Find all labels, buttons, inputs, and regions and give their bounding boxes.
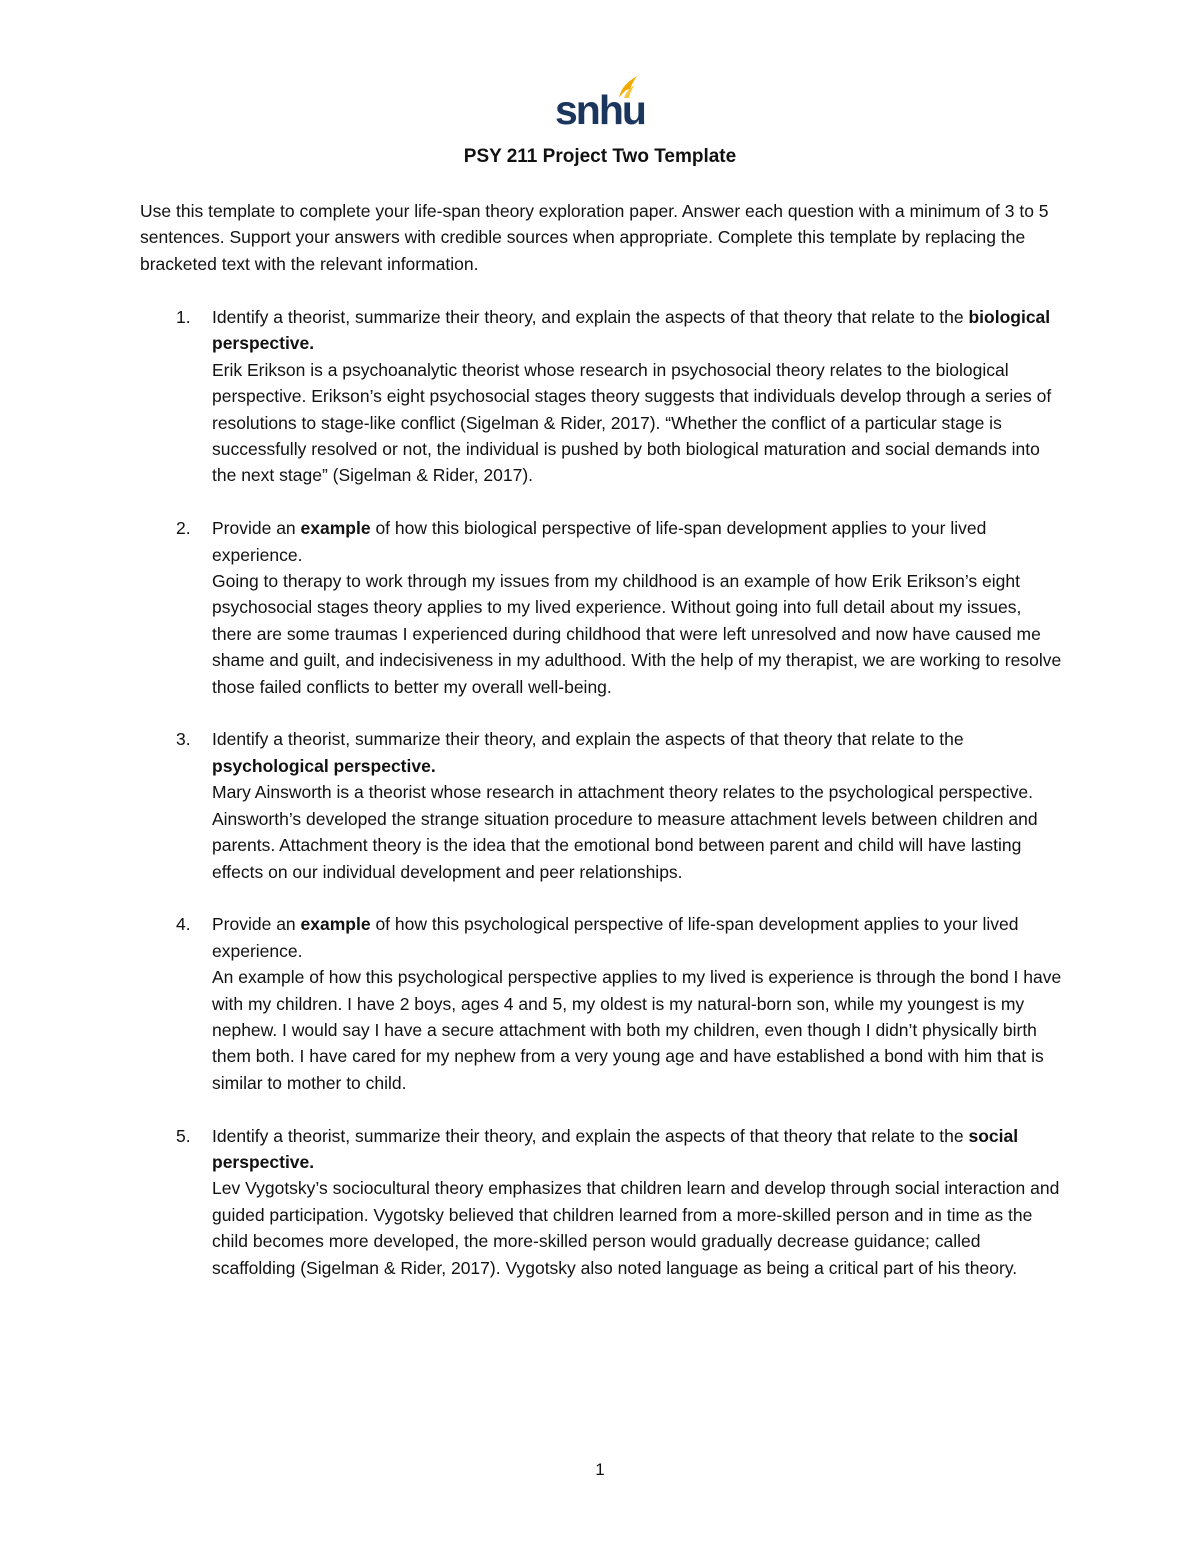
question-list bbox=[140, 304, 1065, 1307]
question-number: 1. bbox=[176, 307, 191, 327]
question-item bbox=[140, 304, 1065, 489]
intro-paragraph: Use this template to complete your life-span theory exploration paper. Answer each question with a minimum of 3 to 5 sentences. Support your answers with credible sources when appropriate. Complete this template by replacing the bracketed text with the relevant information. bbox=[140, 201, 1049, 274]
question-number: 3. bbox=[176, 729, 191, 750]
question-prompt bbox=[212, 515, 1065, 568]
prompt-text-end: of how this biological perspective of life-span development applies to your lived experience. bbox=[212, 518, 987, 565]
prompt-emphasis: psychological perspective bbox=[212, 755, 431, 776]
prompt-text: Identify a theorist, summarize their theory, and explain the aspects of that theory that relate to the bbox=[212, 729, 964, 750]
question-prompt bbox=[212, 304, 1065, 357]
question-prompt bbox=[212, 911, 1065, 964]
prompt-text-end: . bbox=[430, 755, 436, 776]
question-item bbox=[140, 911, 1065, 1096]
prompt-text: Provide an bbox=[212, 914, 301, 935]
question-answer: Going to therapy to work through my issues from my childhood is an example of how Erik Erikson’s eight psychosocial stages theory applies to my lived experience. Without going into full detail about my issues, there are some traumas I experienced during childhood that were left unresolved and now have caused me shame and guilt, and indecisiveness in my adulthood. With the help of my therapist, we are working to resolve those failed conflicts to better my overall well-being. bbox=[212, 571, 1062, 697]
question-number: 4. bbox=[176, 914, 191, 935]
prompt-emphasis: example bbox=[300, 518, 371, 539]
question-answer: An example of how this psychological perspective applies to my lived is experience is through the bond I have with my children. I have 2 boys, ages 4 and 5, my oldest is my natural-born son, while my youngest is my nephew. I would say I have a secure attachment with both my children, even though I didn’t physically birth them both. I have cared for my nephew from a very young age and have established a bond with him that is similar to mother to child. bbox=[212, 967, 1062, 1093]
prompt-text: Provide an bbox=[212, 518, 301, 539]
question-answer: Mary Ainsworth is a theorist whose research in attachment theory relates to the psychological perspective. Ainsworth’s developed the strange situation procedure to measure attachment levels between children and parents. Attachment theory is the idea that the emotional bond between parent and child will have lasting effects on our individual development and peer relationships. bbox=[212, 782, 1038, 882]
prompt-text-end: . bbox=[309, 333, 315, 354]
question-prompt bbox=[212, 1123, 1065, 1176]
question-answer: Lev Vygotsky’s sociocultural theory emphasizes that children learn and develop through social interaction and guided participation. Vygotsky believed that children learned from a more-skilled person and in time as the child becomes more developed, the more-skilled person would gradually decrease guidance; called scaffolding (Sigelman & Rider, 2017). Vygotsky also noted language as being a critical part of his theory. bbox=[212, 1178, 1060, 1278]
prompt-text-end: . bbox=[309, 1151, 315, 1172]
prompt-emphasis: example bbox=[300, 914, 371, 935]
question-answer: Erik Erikson is a psychoanalytic theorist whose research in psychosocial theory relates to the biological perspective. Erikson’s eight psychosocial stages theory suggests that individuals develop through a series of resolutions to stage-like conflict (Sigelman & Rider, 2017). “Whether the conflict of a particular stage is successfully resolved or not, the individual is pushed by both biological maturation and social demands into the next stage” (Sigelman & Rider, 2017). bbox=[212, 359, 1052, 486]
question-prompt bbox=[212, 726, 1065, 779]
logo-wordmark: snhu bbox=[555, 87, 645, 133]
prompt-emphasis: social perspective bbox=[212, 1125, 1019, 1172]
prompt-text: Identify a theorist, summarize their theory, and explain the aspects of that theory that relate to the bbox=[212, 1125, 969, 1146]
question-number: 5. bbox=[176, 1125, 191, 1146]
prompt-text-end: of how this psychological perspective of life-span development applies to your lived experience. bbox=[212, 914, 1019, 961]
snhu-logo bbox=[555, 74, 645, 133]
question-item bbox=[140, 515, 1065, 700]
page-number: 1 bbox=[595, 1460, 605, 1479]
page-title: PSY 211 Project Two Template bbox=[463, 146, 737, 167]
prompt-text: Identify a theorist, summarize their theory, and explain the aspects of that theory that relate to the bbox=[212, 307, 969, 327]
question-item bbox=[140, 1123, 1065, 1281]
question-number: 2. bbox=[176, 518, 191, 539]
question-item bbox=[140, 726, 1065, 884]
prompt-emphasis: biological perspective bbox=[212, 307, 1051, 354]
